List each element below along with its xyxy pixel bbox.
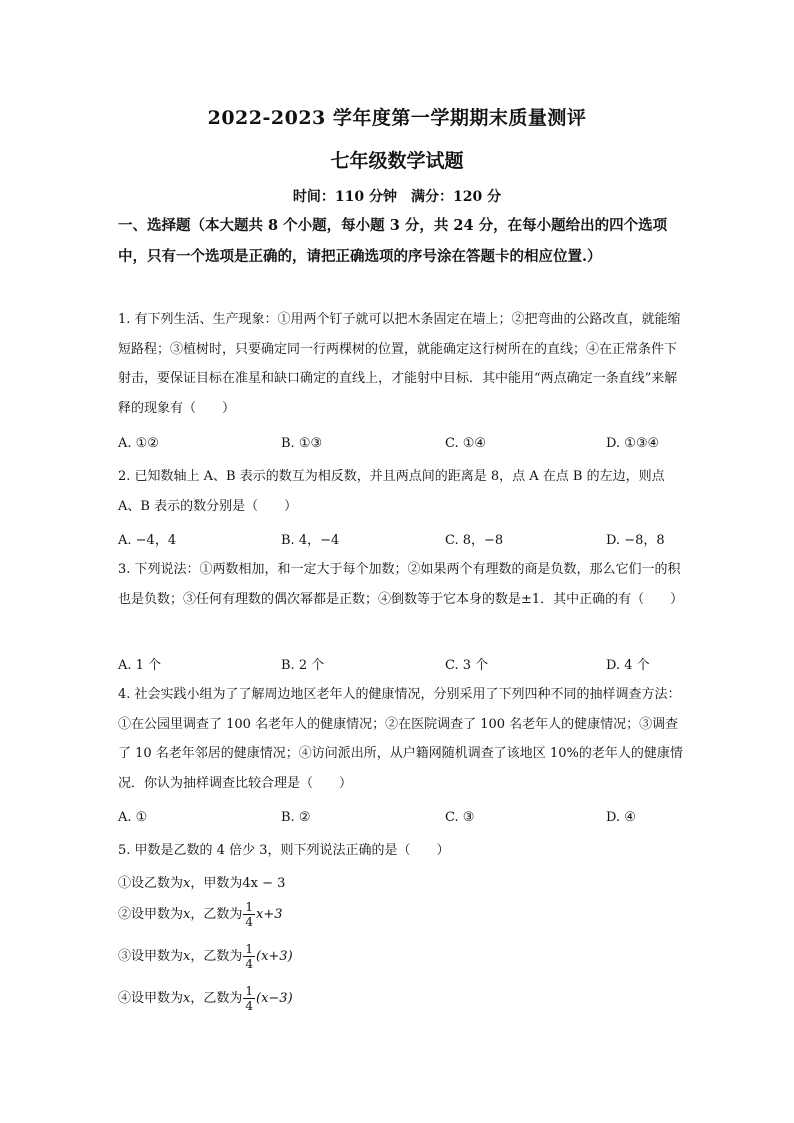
q5-2-fraction (243, 900, 255, 929)
section-instructions: 一、选择题（本大题共 8 个小题，每小题 3 分，共 24 分，在每小题给出的四个选项中，只有一个选项是正确的，请把正确选项的序号涂在答题卡的相应位置.） (118, 217, 668, 265)
q5-3-frac-num: 1 (245, 942, 254, 956)
question-3-option-d: D. 4 个 (606, 658, 650, 673)
question-3-options (118, 654, 686, 674)
question-1-stem: 1. 有下列生活、生产现象：①用两个钉子就可以把木条固定在墙上；②把弯曲的公路改直，就能缩短路程；③植树时，只要确定同一行两棵树的位置，就能确定这行树所在的直线；④在正常条件下射击，要保证目标在准星和缺口确定的直线上，才能射中目标．其中能用“两点确定一条直线”来解释的现象有（ ） (118, 312, 681, 416)
q5-statement-2 (118, 900, 283, 929)
q5-2-frac-num: 1 (245, 900, 254, 914)
exam-title: 2022-2023 学年度第一学期期末质量测评 (207, 107, 587, 129)
question-1-option-a: A. ①② (118, 436, 159, 451)
question-1-options (118, 436, 686, 456)
q5-3-mid: ，乙数为 (190, 949, 243, 964)
q5-4-fraction (243, 984, 255, 1013)
q5-4-tail: (x−3) (256, 991, 293, 1006)
question-3-option-c: C. 3 个 (445, 658, 489, 673)
question-2-option-c: C. 8，−8 (445, 533, 504, 548)
q5-1-expr: 4x − 3 (242, 876, 286, 891)
question-1-option-b: B. ①③ (281, 436, 323, 451)
q5-3-frac-den: 4 (245, 957, 254, 971)
question-4-option-c: C. ③ (445, 810, 475, 825)
exam-meta (0, 186, 794, 206)
q5-4-mid: ，乙数为 (190, 991, 243, 1006)
question-2-stem: 2. 已知数轴上 A、B 表示的数互为相反数，并且两点间的距离是 8，点 A 在点 B 的左边，则点 A、B 表示的数分别是（ ） (118, 469, 665, 514)
q5-2-var: x (183, 907, 191, 922)
q5-statement-3 (118, 942, 293, 971)
question-2-options (118, 529, 686, 549)
question-4-options (118, 810, 686, 830)
question-4-option-d: D. ④ (606, 810, 636, 825)
exam-score: 满分：120 分 (411, 189, 502, 205)
q5-4-frac-den: 4 (245, 999, 254, 1013)
q5-4-prefix: ④设甲数为 (118, 991, 184, 1006)
q5-2-prefix: ②设甲数为 (118, 907, 184, 922)
q5-3-tail: (x+3) (256, 949, 293, 964)
q5-2-tail: x+3 (256, 907, 283, 922)
q5-2-mid: ，乙数为 (190, 907, 243, 922)
question-1-option-d: D. ①③④ (606, 436, 660, 451)
exam-subtitle: 七年级数学试题 (330, 150, 464, 172)
question-4-option-b: B. ② (281, 810, 311, 825)
q5-3-var: x (183, 949, 191, 964)
question-3-option-a: A. 1 个 (118, 658, 162, 673)
question-3-stem: 3. 下列说法：①两数相加，和一定大于每个加数；②如果两个有理数的商是负数，那么它们一的积也是负数；③任何有理数的偶次幂都是正数；④倒数等于它本身的数是±1．其中正确的有（ ） (118, 562, 684, 607)
question-2-option-b: B. 4，−4 (281, 533, 340, 548)
question-5-stem: 5. 甲数是乙数的 4 倍少 3，则下列说法正确的是（ ） (118, 843, 450, 858)
question-2-option-d: D. −8，8 (606, 533, 665, 548)
question-4-option-a: A. ① (118, 810, 148, 825)
q5-3-prefix: ③设甲数为 (118, 949, 184, 964)
question-1-option-c: C. ①④ (445, 436, 487, 451)
q5-4-var: x (183, 991, 191, 1006)
exam-time: 时间：110 分钟 (292, 189, 397, 205)
q5-statement-1 (118, 872, 285, 891)
q5-3-fraction (243, 942, 255, 971)
question-2-option-a: A. −4，4 (118, 533, 177, 548)
q5-statement-4 (118, 984, 293, 1013)
q5-2-frac-den: 4 (245, 915, 254, 929)
q5-1-var: x (183, 876, 191, 891)
question-4-stem: 4. 社会实践小组为了了解周边地区老年人的健康情况，分别采用了下列四种不同的抽样调查方法：①在公园里调查了 100 名老年人的健康情况；②在医院调查了 100 名老年人的健康情况；③调查了 10 名老年邻居的健康情况；④访问派出所，从户籍网随机调查了该地区 10%的老年人的健康情况．你认为抽样调查比较合理是（ ） (118, 687, 683, 791)
q5-4-frac-num: 1 (245, 984, 254, 998)
q5-1-prefix: ①设乙数为 (118, 876, 184, 891)
question-3-option-b: B. 2 个 (281, 658, 325, 673)
q5-1-mid: ，甲数为 (190, 876, 243, 891)
